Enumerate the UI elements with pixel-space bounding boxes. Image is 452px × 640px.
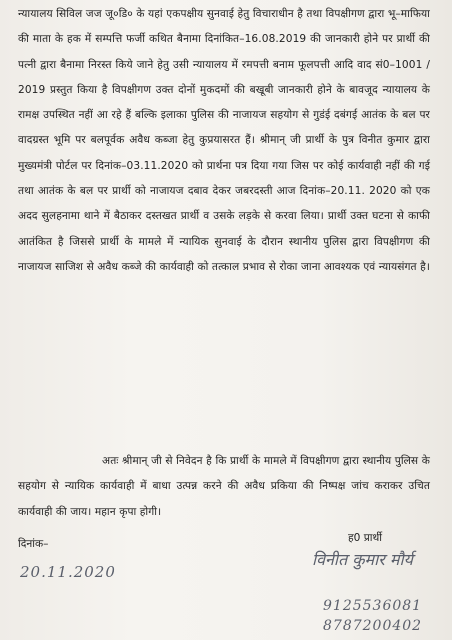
handwritten-phone-2: 8787200402 bbox=[323, 618, 423, 634]
handwritten-signature: विनीत कुमार मौर्य bbox=[312, 550, 413, 569]
handwritten-date: 20.11.2020 bbox=[20, 563, 116, 581]
letter-paragraph-main: न्यायालय सिविल जज जू०डि० के यहां एकपक्षीय सुनवाई हेतु विचाराधीन है तथा विपक्षीगण द्वारा भू–माफिया की माता के हक में सम्पत्ति फर्जी कथित बैनामा दिनांकित–16.08.2019 की जानकारी होने पर प्रार्थी की पत्नी द्वारा बैनामा निरस्त किये जाने हेतु उसी न्यायालय में रमपत्ती बनाम फूलपत्ती आदि वाद सं0–1001 / 2019 प्रस्तुत किया है विपक्षीगण उक्त दोनों मुकदमों की बखूबी जानकारी होने के बावजूद न्यायालय के रामक्ष उपस्थित नहीं आ रहे हैं बल्कि इलाका पुलिस की नाजायज सहयोग से गुडंई दबंगई आतंक के बल पर वादग्रस्त भूमि पर बलपूर्वक अवैध कब्जा हेतु कुप्रयासरत हैं। श्रीमान् जी प्रार्थी के पुत्र विनीत कुमार द्वारा मुख्यमंत्री पोर्टल पर दिनांक–03.11.2020 को प्रार्थना पत्र दिया गया जिस पर कोई कार्यवाही नहीं की गई तथा आतंक के बल पर प्रार्थी को नाजायज दबाव देकर जबरदस्ती आज दिनांक–20.11. 2020 को एक अदद सुलहनामा थाने में बैठाकर दस्तखत प्रार्थी व उसके लड़के से करवा लिया। प्रार्थी उक्त घटना से काफी आतंकित है जिससे प्रार्थी के मामले में न्यायिक सुनवाई के दौरान स्थानीय पुलिस द्वारा विपक्षीगण की नाजायज साजिश से अवैध कब्जे की कार्यवाही को तत्काल प्रभाव से रोका जाना आवश्यक एवं न्यायसंगत है। bbox=[18, 8, 430, 273]
signature-label: ह0 प्रार्थी bbox=[348, 532, 383, 544]
date-label: दिनांक– bbox=[18, 538, 49, 550]
handwritten-phone-1: 9125536081 bbox=[323, 598, 423, 614]
letter-paragraph-request: अतः श्रीमान् जी से निवेदन है कि प्रार्थी के मामले में विपक्षीगण द्वारा स्थानीय पुलिस के सहयोग से न्यायिक कार्यवाही में बाधा उत्पन्न करने की अवैध प्रकिया की निष्पक्ष जांच कराकर उचित कार्यवाही की जाय। महान कृपा होगी। bbox=[18, 455, 430, 518]
